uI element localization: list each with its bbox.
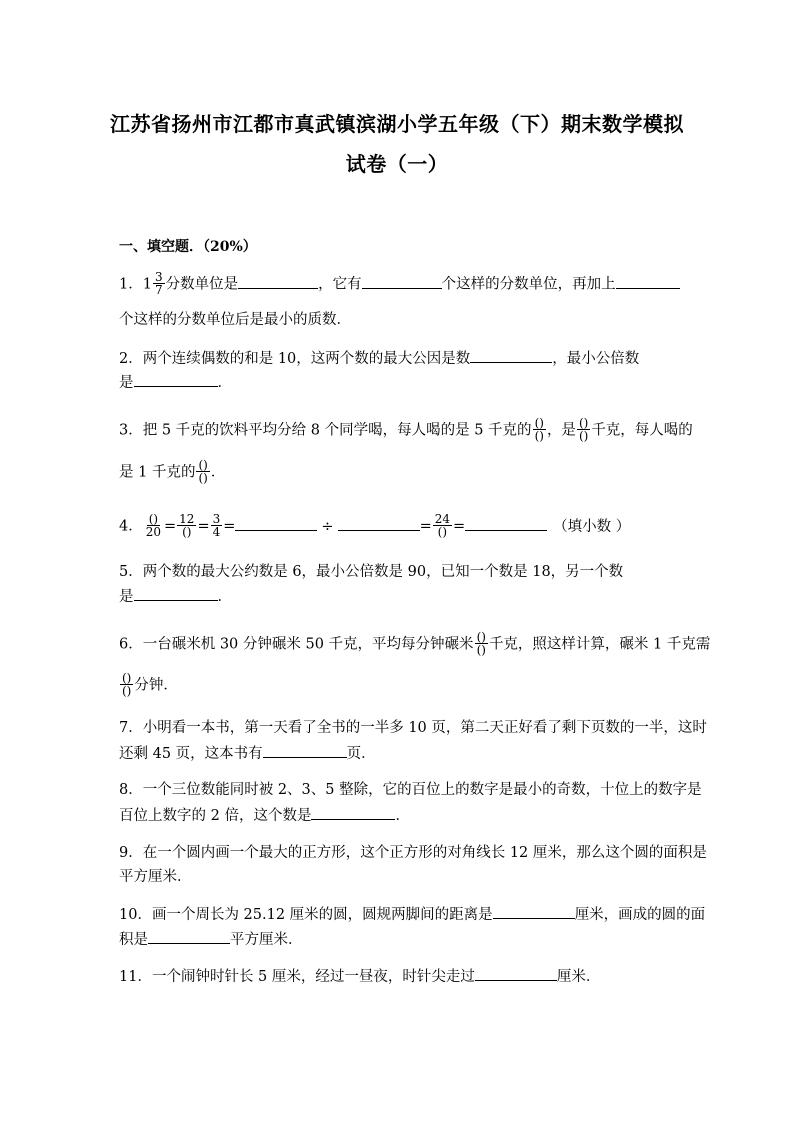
question-5-line-1: 5．两个数的最大公约数是 6，最小公倍数是 90，已知一个数是 18，另一个数	[119, 564, 624, 580]
answer-blank[interactable]	[493, 904, 575, 919]
question-6-line-2: $\frac{()}{()}$ 分钟．	[122, 671, 178, 698]
question-1-line-1: 1．1 $\frac{3}{7}$ 分数单位是 ，它有 个这样的分数单位，再加上	[119, 272, 680, 297]
answer-blank[interactable]	[263, 743, 347, 758]
question-11: 11．一个闹钟时针长 5 厘米，经过一昼夜，时针尖走过 厘米．	[119, 966, 600, 987]
question-7-line-2: 还剩 45 页，这本书有 页．	[119, 743, 376, 764]
question-10-line-2: 积是 平方厘米．	[119, 929, 303, 950]
answer-blank[interactable]	[235, 516, 317, 531]
fraction: $\frac{()}{()}$	[198, 458, 208, 485]
answer-blank[interactable]	[338, 516, 420, 531]
answer-blank[interactable]	[311, 805, 395, 820]
question-2-line-2: 是 ．	[119, 372, 232, 393]
question-9-line-2: 平方厘米．	[119, 869, 192, 885]
answer-blank[interactable]	[148, 929, 230, 944]
answer-blank[interactable]	[238, 274, 318, 289]
answer-blank[interactable]	[470, 348, 552, 363]
fraction: $\frac{3}{7}$	[154, 270, 163, 297]
question-6-line-1: 6．一台碾米机 30 分钟碾米 50 千克，平均每分钟碾米 $\frac{()}{()}$ 千克，照这样计算，碾米 1 千克需	[119, 630, 711, 657]
answer-blank[interactable]	[134, 372, 218, 387]
title-line-1: 江苏省扬州市江都市真武镇滨湖小学五年级（下）期末数学模拟	[110, 112, 684, 136]
fraction: $\frac{()}{()}$	[476, 630, 486, 657]
fraction: $\frac{()}{20}$	[145, 512, 162, 539]
fraction: $\frac{()}{()}$	[534, 416, 544, 443]
question-1-line-2: 个这样的分数单位后是最小的质数．	[119, 312, 351, 328]
question-10-line-1: 10．画一个周长为 25.12 厘米的圆，圆规两脚间的距离是 厘米，画成的圆的面	[119, 904, 705, 925]
question-5-line-2: 是 ．	[119, 586, 232, 607]
question-3-line-1: 3．把 5 千克的饮料平均分给 8 个同学喝，每人喝的是 5 千克的 $\frac{()}{()}$ ，是 $\frac{()}{()}$ 千克，每人喝的	[119, 416, 693, 443]
answer-blank[interactable]	[134, 586, 218, 601]
fraction: $\frac{12}{()}$	[179, 512, 195, 539]
answer-blank[interactable]	[465, 516, 547, 531]
section-heading: 一、填空题．（20%）	[119, 239, 257, 255]
question-2-line-1: 2．两个连续偶数的和是 10，这两个数的最大公因是数 ，最小公倍数	[119, 348, 639, 369]
question-3-line-2: 是 1 千克的 $\frac{()}{()}$ ．	[119, 458, 226, 485]
question-8-line-1: 8．一个三位数能同时被 2、3、5 整除，它的百位上的数字是最小的奇数，十位上的数字是	[119, 782, 702, 798]
answer-blank[interactable]	[475, 966, 557, 981]
fraction: $\frac{()}{()}$	[578, 416, 589, 443]
fraction: $\frac{()}{()}$	[122, 671, 132, 698]
question-8-line-2: 百位上数字的 2 倍，这个数是 ．	[119, 805, 410, 826]
fraction: $\frac{3}{4}$	[212, 512, 221, 539]
question-9-line-1: 9．在一个圆内画一个最大的正方形，这个正方形的对角线长 12 厘米，那么这个圆的面积是	[119, 845, 707, 861]
answer-blank[interactable]	[362, 274, 442, 289]
question-7-line-1: 7．小明看一本书，第一天看了全书的一半多 10 页，第二天正好看了剩下页数的一半，这时	[119, 720, 707, 736]
question-4: 4． $\frac{()}{20}$ = $\frac{12}{()}$ = $\frac{3}{4}$ = ÷ = $\frac{24}{()}$ = （填小数 ）	[119, 512, 631, 539]
title-line-2: 试卷（一）	[345, 152, 449, 176]
answer-blank[interactable]	[616, 274, 680, 289]
fraction: $\frac{24}{()}$	[434, 512, 450, 539]
